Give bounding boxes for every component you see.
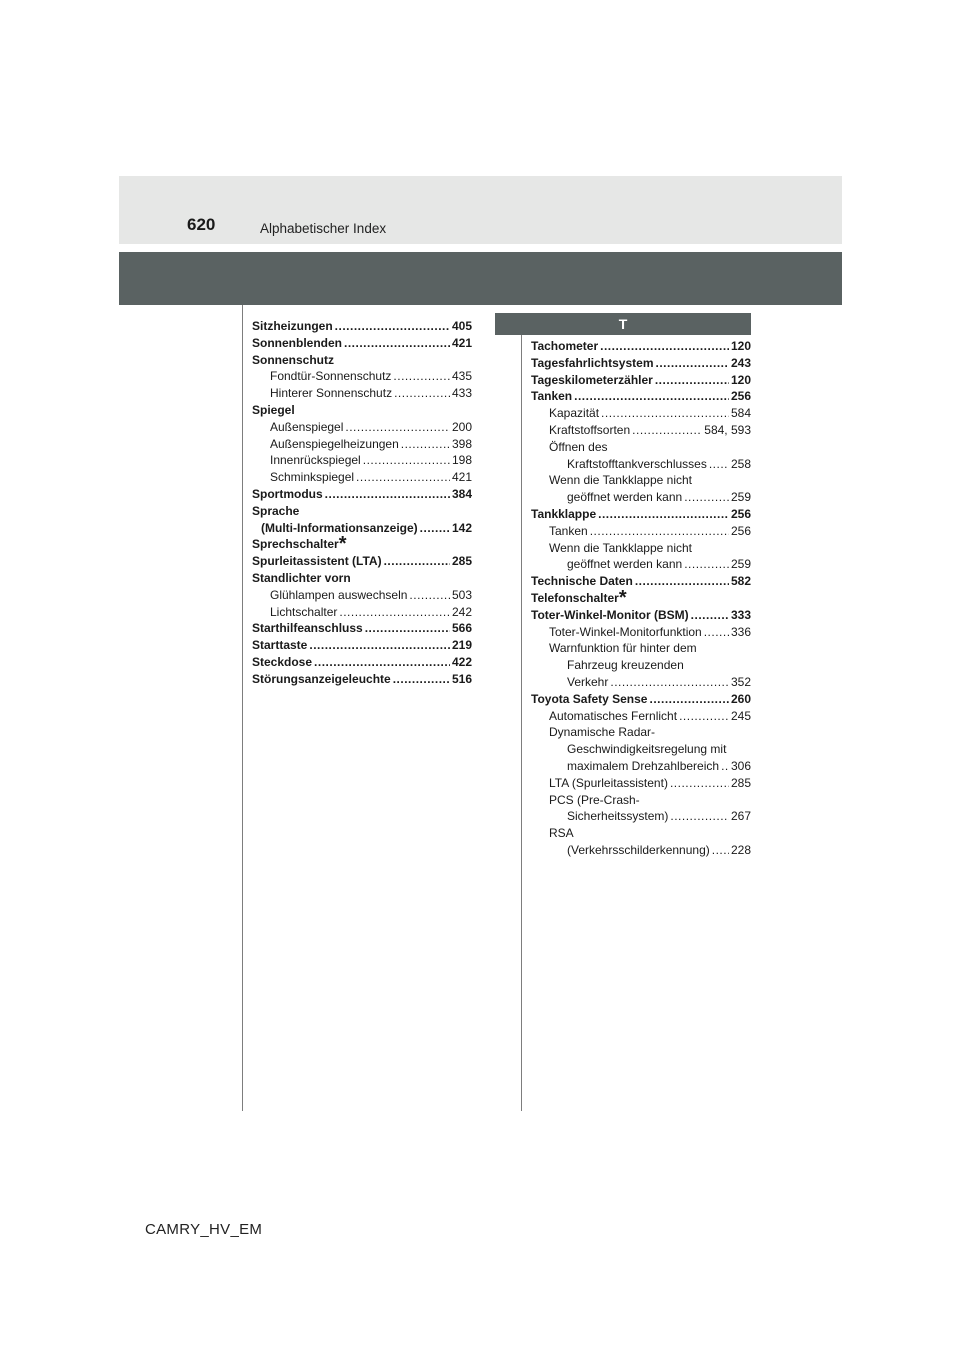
page-number: 620 [187,215,216,234]
entry-label: Sportmodus [252,486,323,501]
index-entry [531,405,751,422]
footnote-star: * [618,586,627,609]
dot-leader [335,318,450,335]
dot-leader [601,405,729,422]
index-entry [252,503,472,520]
entry-page: 142 [451,520,472,535]
dot-leader [709,456,729,473]
index-entry [252,402,472,419]
entry-page: 259 [730,557,751,572]
footnote-star: * [338,533,347,556]
entry-label: Sprache [252,503,300,518]
dot-leader [356,469,450,486]
dot-leader [401,436,450,453]
entry-page: 120 [730,372,751,387]
entry-label: Außenspiegel [270,419,344,434]
entry-page: 256 [730,523,751,538]
dot-leader [656,355,729,372]
entry-label: Wenn die Tankklappe nicht [549,540,692,555]
entry-page: 306 [730,758,751,773]
index-entry [531,825,751,842]
index-entry [531,372,751,389]
entry-label: Lichtschalter [270,604,338,619]
index-entry [531,624,751,641]
entry-label: Spiegel [252,402,295,417]
entry-label: geöffnet werden kann [567,490,683,505]
index-entry [252,385,472,402]
entry-label: geöffnet werden kann [567,557,683,572]
entry-label: Spurleitassistent (LTA) [252,554,382,569]
entry-label: Innenrückspiegel [270,453,361,468]
index-entry [531,842,751,859]
entry-label: Tachometer [531,339,599,353]
entry-page: 384 [451,486,472,501]
dot-leader [394,385,450,402]
entry-label: Kapazität [549,406,600,421]
index-entry [531,586,751,609]
dot-leader [691,607,729,624]
index-entry [252,654,472,671]
entry-label: Toter-Winkel-Monitor (BSM) [531,607,689,622]
entry-label: Geschwindigkeitsregelung mit [567,742,727,757]
dot-leader [712,842,729,859]
index-entry [252,469,472,486]
index-entry [252,318,472,335]
dot-leader [309,637,450,654]
index-entry [531,388,751,405]
entry-page: 258 [730,456,751,471]
dot-leader [632,422,702,439]
entry-label: Dynamische Radar- [549,725,656,740]
index-entry [531,355,751,372]
entry-page: 516 [451,671,472,686]
dot-leader [721,758,729,775]
index-entry [252,604,472,621]
entry-label: Außenspiegelheizungen [270,436,399,451]
entry-page: 256 [730,389,751,404]
entry-label: LTA (Spurleitassistent) [549,775,668,790]
index-entry [531,506,751,523]
entry-label: (Multi-Informationsanzeige) [261,520,418,535]
entry-label: Hinterer Sonnenschutz [270,386,393,401]
entry-label: Tagesfahrlichtsystem [531,355,654,370]
entry-page: 433 [451,386,472,401]
dot-leader [670,775,729,792]
index-entry [531,439,751,456]
index-entry [252,637,472,654]
index-entry [531,422,751,439]
index-entry [531,607,751,624]
entry-page: 503 [451,587,472,602]
index-entry [252,368,472,385]
index-entry [252,486,472,503]
entry-label: Sonnenschutz [252,352,335,367]
dot-leader [600,338,729,355]
dot-leader [574,388,729,405]
index-entry [252,520,472,537]
header-band [119,176,842,244]
entry-page: 422 [451,654,472,669]
entry-label: Tanken [549,523,588,538]
dot-leader [598,506,729,523]
entry-label: Wenn die Tankklappe nicht [549,473,692,488]
index-entry [531,808,751,825]
dot-leader [684,556,729,573]
entry-page: 219 [451,638,472,653]
entry-page: 435 [451,369,472,384]
entry-label: Tankklappe [531,506,597,521]
entry-label: Tanken [531,389,573,404]
index-entry [252,553,472,570]
entry-label: Toter-Winkel-Monitorfunktion [549,624,702,639]
entry-page: 228 [730,842,751,857]
index-entry [531,792,751,809]
dot-leader [635,573,729,590]
entry-label: Standlichter vorn [252,570,351,585]
entry-label: Schminkspiegel [270,470,355,485]
index-entry [252,436,472,453]
entry-label: Glühlampen auswechseln [270,587,408,602]
entry-label: maximalem Drehzahlbereich [567,758,720,773]
entry-page: 285 [730,775,751,790]
entry-page: 285 [451,554,472,569]
index-entry [531,456,751,473]
entry-page: 582 [730,574,751,589]
entry-page: 405 [451,319,472,333]
index-entry [252,533,472,556]
index-column-left [252,318,472,688]
section-title: Alphabetischer Index [260,221,387,236]
entry-page: 256 [730,506,751,521]
index-entry [531,523,751,540]
index-entry [252,587,472,604]
left-column-rule [242,305,243,1111]
entry-label: Fahrzeug kreuzenden [567,658,684,673]
entry-label: Sonnenblenden [252,335,342,350]
dot-leader [393,368,450,385]
entry-label: Automatisches Fernlicht [549,708,678,723]
dot-leader [679,708,729,725]
index-entry [531,338,751,355]
dot-leader [649,691,728,708]
entry-page: 421 [451,470,472,485]
dot-leader [384,553,450,570]
entry-label: Störungsanzeigeleuchte [252,671,391,686]
dot-leader [325,486,450,503]
index-entry [531,741,751,758]
entry-label: RSA [549,826,574,841]
index-entry [531,775,751,792]
entry-page: 584 [730,406,751,421]
entry-label: Toyota Safety Sense [531,691,648,706]
index-entry [252,570,472,587]
header-bar [119,252,842,305]
dot-leader [670,808,729,825]
entry-label: Telefonschalter [531,590,619,605]
index-entry [531,540,751,557]
entry-page: 421 [451,335,472,350]
index-entry [531,640,751,657]
dot-leader [590,523,729,540]
index-column-right [531,338,751,859]
entry-label: Kraftstofftankverschlusses [567,456,707,471]
entry-page: 260 [730,691,751,706]
index-entry [252,671,472,688]
entry-label: Sprechschalter [252,537,339,552]
entry-page: 242 [451,604,472,619]
dot-leader [365,620,450,637]
dot-leader [420,520,450,537]
entry-label: PCS (Pre-Crash- [549,792,640,807]
dot-leader [314,654,450,671]
entry-label: Kraftstoffsorten [549,422,631,437]
entry-label: (Verkehrsschilderkennung) [567,842,710,857]
letter-heading-t: T [495,313,751,335]
entry-label: Starttaste [252,638,308,653]
dot-leader [684,489,729,506]
dot-leader [409,587,450,604]
index-entry [531,657,751,674]
index-entry [531,472,751,489]
dot-leader [610,674,729,691]
entry-page: 259 [730,490,751,505]
right-column-rule [521,335,522,1111]
entry-label: Sitzheizungen [252,319,333,333]
entry-label: Tageskilometerzähler [531,372,653,387]
doc-code: CAMRY_HV_EM [145,1221,263,1238]
entry-label: Verkehr [567,674,609,689]
entry-label: Steckdose [252,654,313,669]
index-entry [252,452,472,469]
entry-page: 584, 593 [704,422,751,437]
index-entry [531,724,751,741]
index-entry [531,691,751,708]
entry-label: Sicherheitssystem) [567,809,669,824]
entry-label: Fondtür-Sonnenschutz [270,369,392,384]
index-entry [531,489,751,506]
index-entry [531,674,751,691]
entry-label: Öffnen des [549,439,608,454]
index-entry [252,419,472,436]
dot-leader [393,671,450,688]
index-entry [531,556,751,573]
entry-page: 200 [451,419,472,434]
entry-page: 333 [730,607,751,622]
entry-label: Starthilfeanschluss [252,621,363,636]
dot-leader [344,335,450,352]
dot-leader [363,452,450,469]
entry-label: Warnfunktion für hinter dem [549,641,697,656]
entry-page: 336 [730,624,751,639]
dot-leader [339,604,450,621]
dot-leader [345,419,450,436]
index-entry [531,708,751,725]
entry-page: 120 [730,339,751,353]
entry-page: 198 [451,453,472,468]
entry-page: 352 [730,674,751,689]
entry-page: 245 [730,708,751,723]
index-entry [252,620,472,637]
dot-leader [655,372,729,389]
entry-page: 267 [730,809,751,824]
entry-label: Technische Daten [531,574,633,589]
index-entry [252,335,472,352]
entry-page: 566 [451,621,472,636]
index-entry [531,573,751,590]
entry-page: 398 [451,436,472,451]
index-entry [252,352,472,369]
index-entry [531,758,751,775]
dot-leader [704,624,729,641]
entry-page: 243 [730,355,751,370]
